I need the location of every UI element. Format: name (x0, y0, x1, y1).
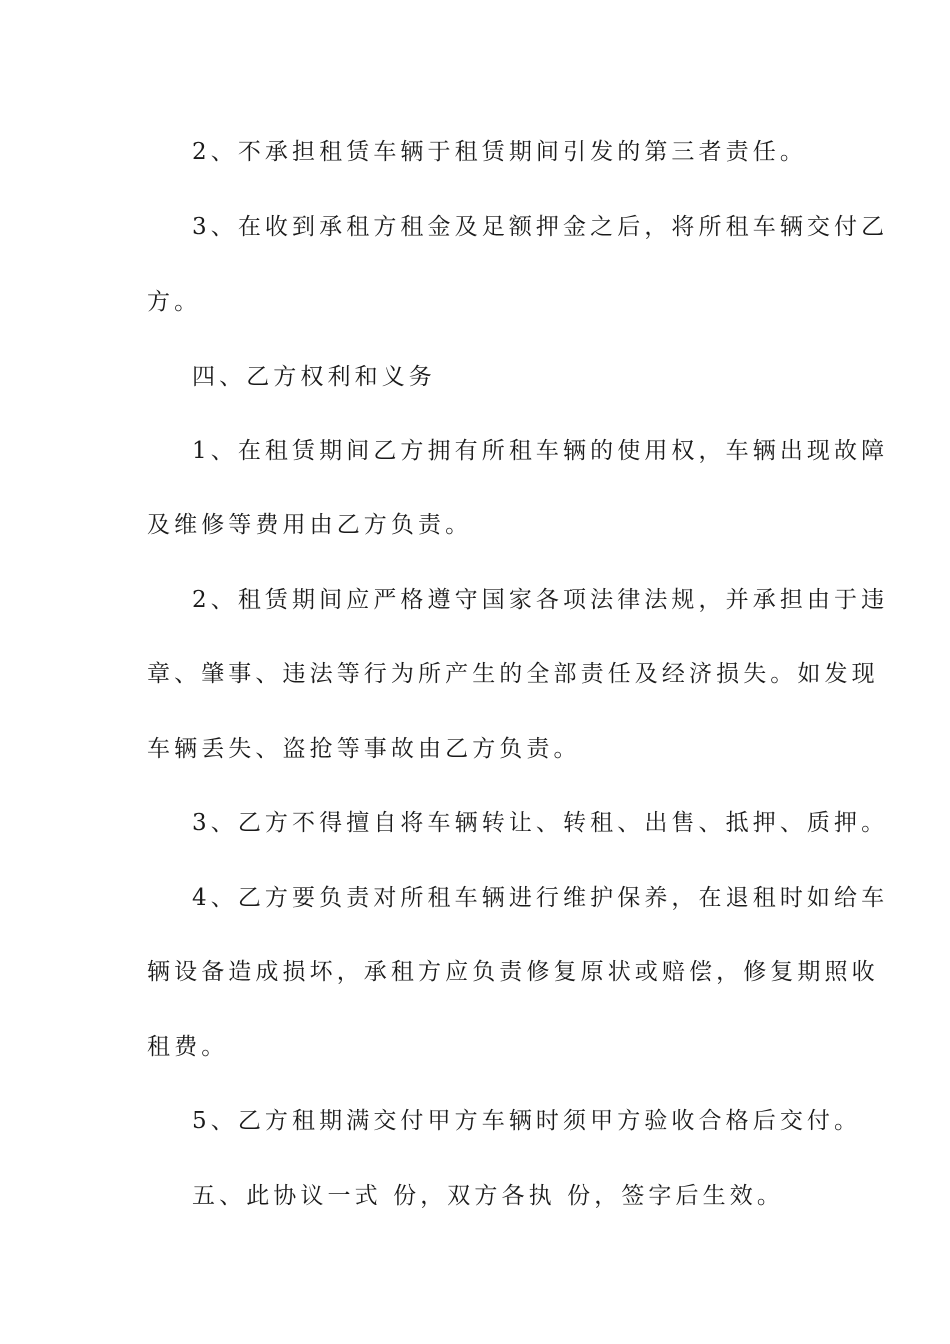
clause-4-2-line-1: 2、租赁期间应严格遵守国家各项法律法规，并承担由于违 (192, 587, 889, 613)
clause-4-4-line-2: 辆设备造成损坏，承租方应负责修复原状或赔偿，修复期照收 (147, 959, 879, 985)
clause-3-3-line-1: 3、在收到承租方租金及足额押金之后，将所租车辆交付乙 (192, 214, 889, 240)
clause-4-4-line-3: 租费。 (147, 1034, 229, 1060)
clause-4-3: 3、乙方不得擅自将车辆转让、转租、出售、抵押、质押。 (192, 810, 889, 836)
clause-4-2-line-3: 车辆丢失、盗抢等事故由乙方负责。 (147, 736, 581, 762)
clause-3-2: 2、不承担租赁车辆于租赁期间引发的第三者责任。 (192, 139, 807, 165)
clause-4-5: 5、乙方租期满交付甲方车辆时须甲方验收合格后交付。 (192, 1108, 862, 1134)
clause-3-3-line-2: 方。 (147, 289, 202, 315)
clause-4-1-line-1: 1、在租赁期间乙方拥有所租车辆的使用权，车辆出现故障 (192, 438, 889, 464)
section-5-agreement: 五、此协议一式 份，双方各执 份，签字后生效。 (192, 1183, 784, 1209)
clause-4-2-line-2: 章、肇事、违法等行为所产生的全部责任及经济损失。如发现 (147, 661, 879, 687)
section-heading-4: 四、乙方权利和义务 (192, 364, 436, 390)
clause-4-1-line-2: 及维修等费用由乙方负责。 (147, 512, 473, 538)
clause-4-4-line-1: 4、乙方要负责对所租车辆进行维护保养，在退租时如给车 (192, 885, 889, 911)
